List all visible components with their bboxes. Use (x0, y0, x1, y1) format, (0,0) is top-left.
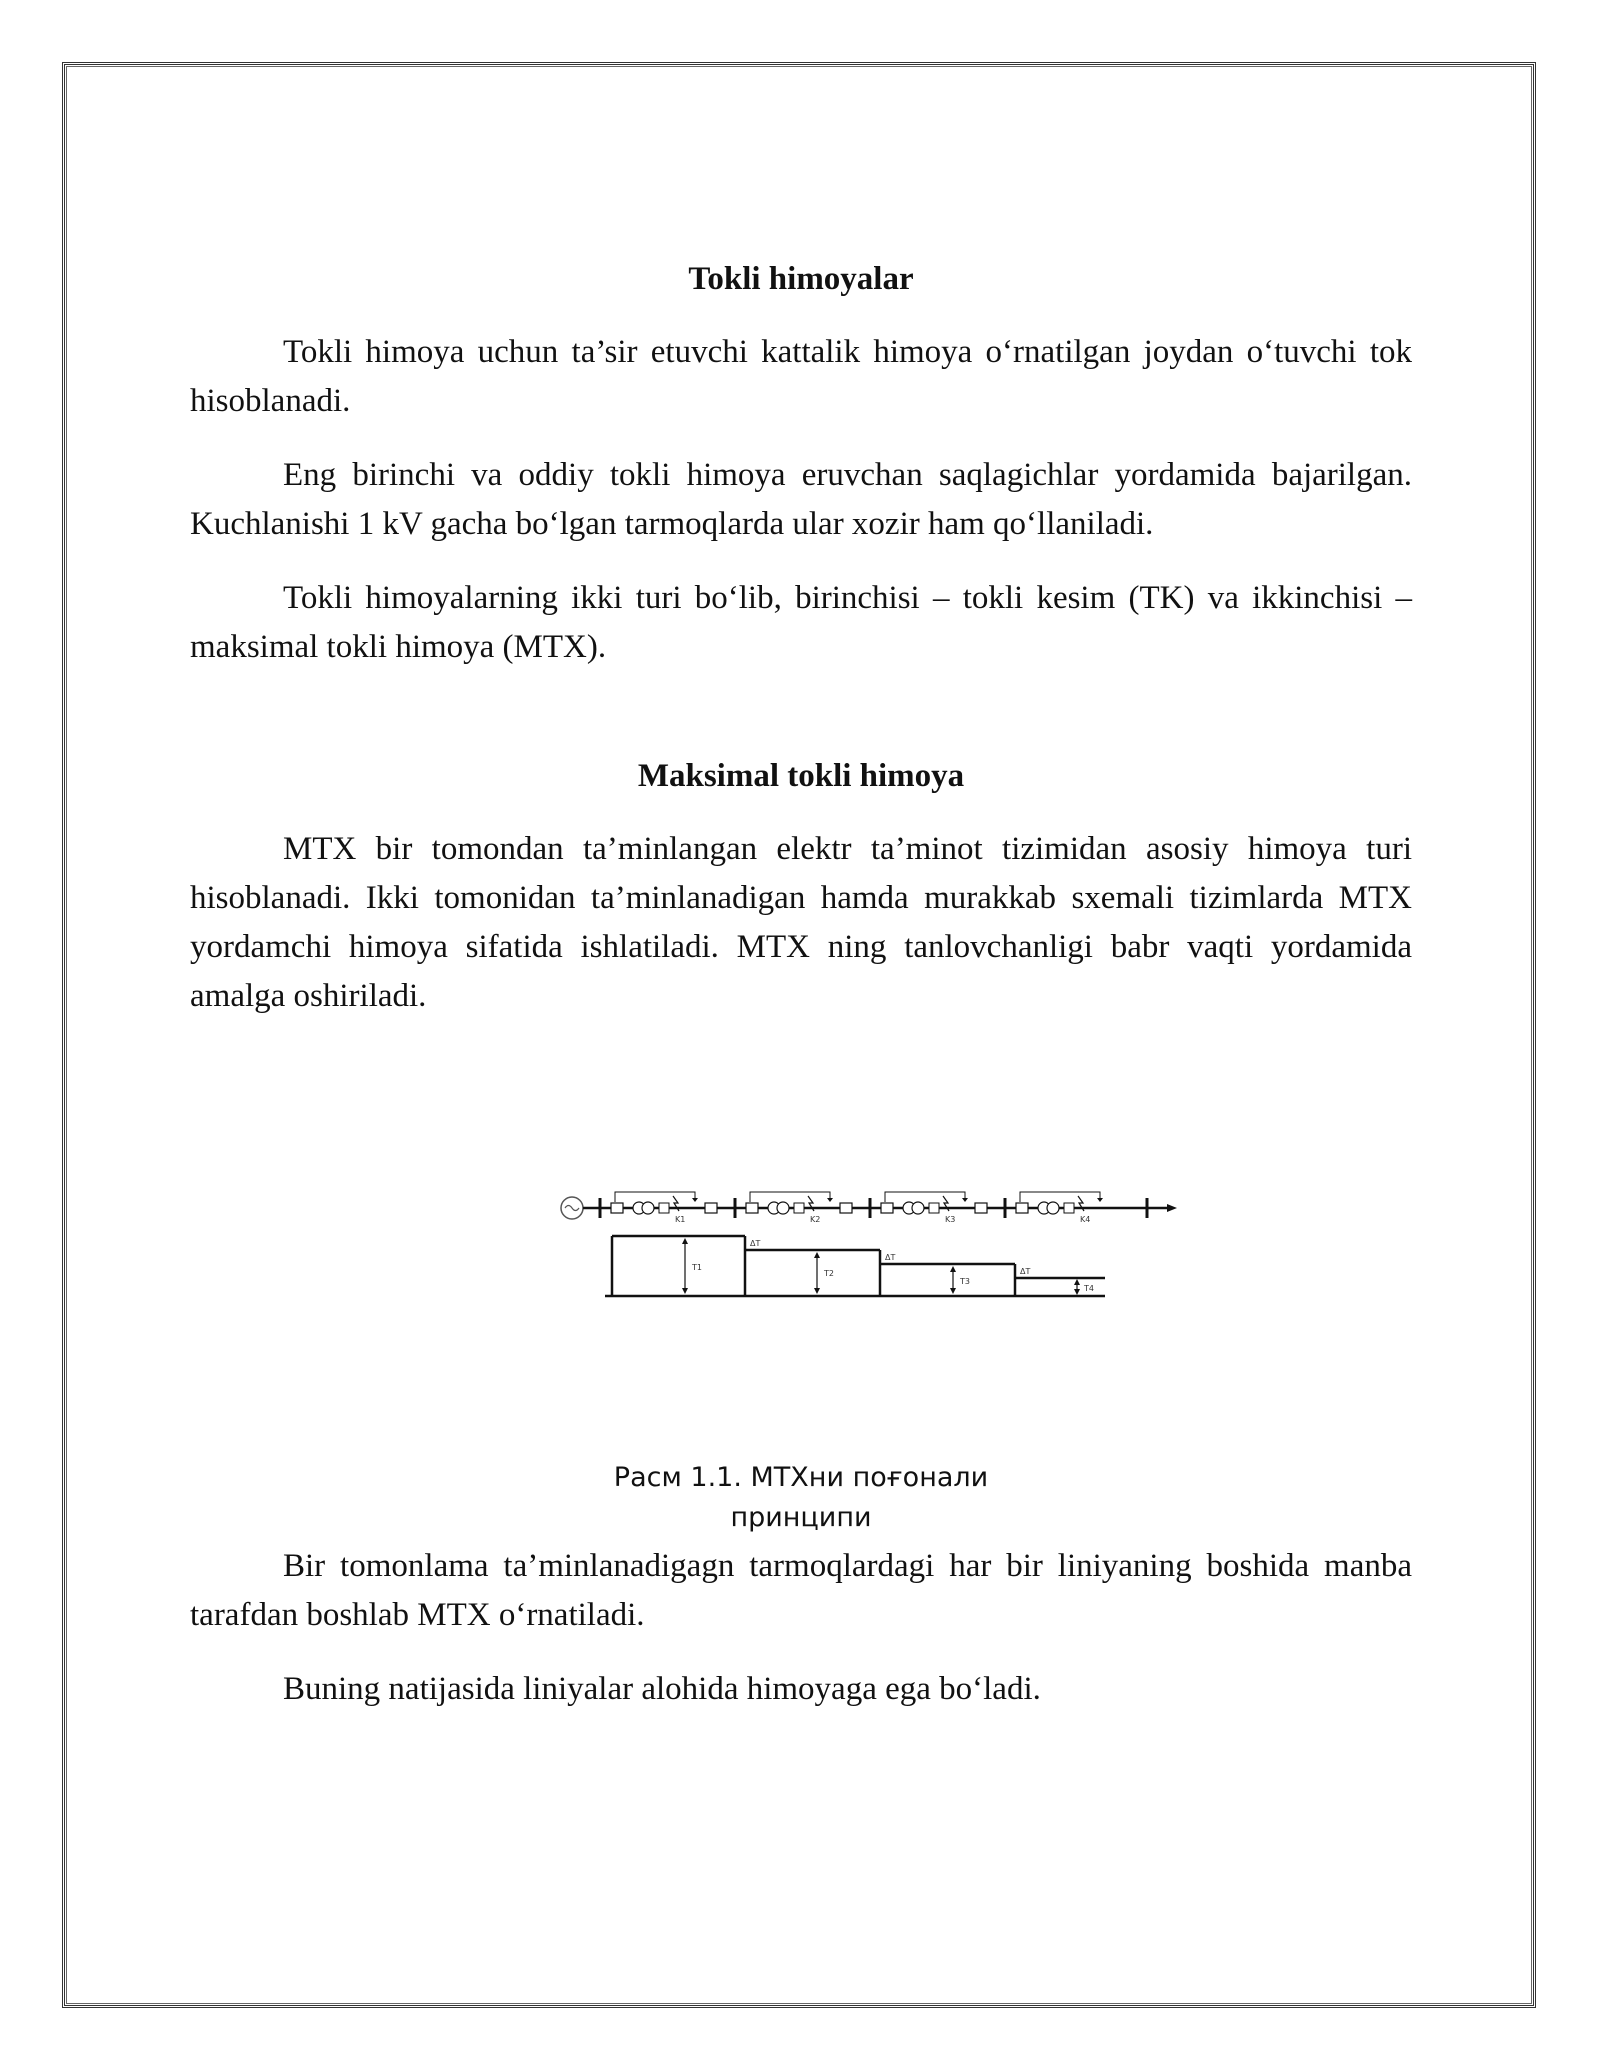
relay-label: K2 (810, 1215, 821, 1224)
relay-label: K4 (1080, 1215, 1091, 1224)
paragraph: Tokli himoya uchun ta’sir etuvchi kattalik himoya o‘rnatilgan joydan o‘tuvchi tok hisoblanadi. (190, 334, 1412, 419)
delta-t-label: ΔT (885, 1253, 896, 1262)
relay-label: K1 (675, 1215, 686, 1224)
document-body (190, 255, 1412, 1739)
time-label: T2 (824, 1269, 834, 1278)
paragraph: Bir tomonlama ta’minlanadigagn tarmoqlardagi har bir liniyaning boshida manba tarafdan boshlab MTX o‘rnatiladi. (190, 1548, 1412, 1633)
delta-t-label: ΔT (750, 1239, 761, 1248)
circuit-diagram (555, 1186, 1185, 1306)
figure-caption: Расм 1.1. МТХни поғонали принципи (613, 1462, 989, 1533)
time-step-diagram (605, 1236, 1105, 1296)
delta-t-label: ΔT (1020, 1267, 1031, 1276)
time-label: T1 (692, 1263, 702, 1272)
figure-mtx-stepped-principle (190, 1186, 1412, 1366)
section-title-tokli-himoyalar: Tokli himoyalar (688, 261, 914, 297)
section-title-maksimal-tokli-himoya: Maksimal tokli himoya (637, 758, 965, 794)
relay-label: K3 (945, 1215, 956, 1224)
paragraph: MTX bir tomondan ta’minlangan elektr ta’minot tizimidan asosiy himoya turi hisoblanadi. Ikki tomonidan ta’minlanadigan hamda murakkab sxemali tizimlarda MTX yordamchi himoya sifatida ishlatiladi. MTX ning tanlovchanligi babr vaqti yordamida amalga oshiriladi. (190, 831, 1412, 1014)
time-label: T4 (1084, 1284, 1094, 1293)
paragraph: Tokli himoyalarning ikki turi bo‘lib, birinchisi – tokli kesim (TK) va ikkinchisi – maksimal tokli himoya (MTX). (190, 580, 1412, 665)
paragraph: Buning natijasida liniyalar alohida himoyaga ega bo‘ladi. (283, 1671, 1041, 1707)
paragraph: Eng birinchi va oddiy tokli himoya eruvchan saqlagichlar yordamida bajarilgan. Kuchlanishi 1 kV gacha bo‘lgan tarmoqlarda ular xozir ham qo‘llaniladi. (190, 457, 1412, 542)
time-label: T3 (960, 1277, 970, 1286)
